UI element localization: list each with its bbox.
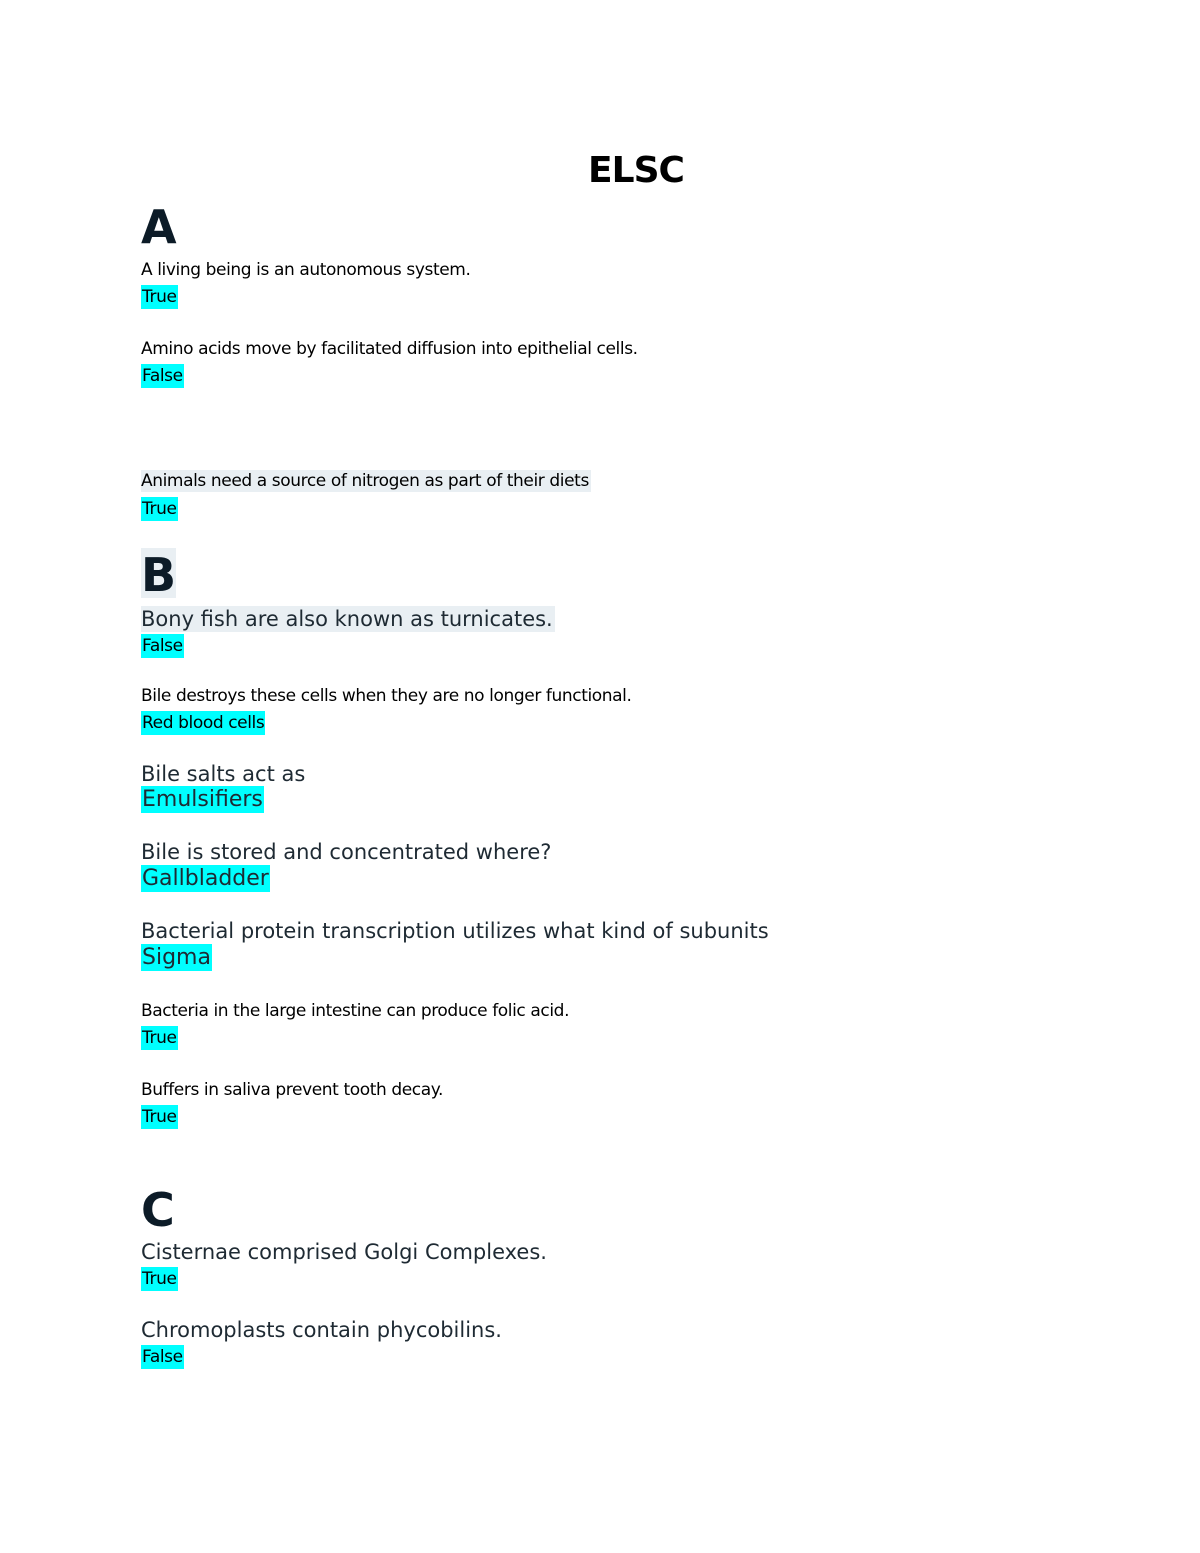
answer-text: Emulsifiers [142, 787, 263, 812]
answer-text: False [142, 366, 183, 386]
question-text: Animals need a source of nitrogen as part of their diets [141, 471, 589, 491]
answer-text: True [142, 287, 177, 307]
question-text: Bile is stored and concentrated where? [141, 840, 552, 864]
answer-text: Sigma [142, 945, 211, 970]
answer-text: True [142, 499, 177, 519]
question-text: Cisternae comprised Golgi Complexes. [141, 1240, 547, 1264]
answer-text: True [142, 1269, 177, 1289]
answer-text: True [142, 1028, 177, 1048]
question-text: Bile destroys these cells when they are no longer functional. [141, 686, 632, 706]
question-text: Bacteria in the large intestine can produce folic acid. [141, 1001, 570, 1021]
question-text: Buffers in saliva prevent tooth decay. [141, 1080, 444, 1100]
question-text: Bony fish are also known as turnicates. [141, 607, 553, 631]
document-title: ELSC [588, 150, 684, 191]
question-text: Bacterial protein transcription utilizes what kind of subunits [141, 919, 769, 943]
answer-text: False [142, 636, 183, 656]
answer-text: True [142, 1107, 177, 1127]
question-text: Chromoplasts contain phycobilins. [141, 1318, 502, 1342]
section-letter-b: B [141, 548, 177, 602]
answer-text: False [142, 1347, 183, 1367]
section-letter-c: C [141, 1183, 175, 1237]
question-text: Bile salts act as [141, 762, 306, 786]
answer-text: Gallbladder [142, 866, 269, 891]
section-letter-a: A [141, 200, 177, 254]
answer-text: Red blood cells [142, 713, 265, 733]
question-text: A living being is an autonomous system. [141, 260, 471, 280]
question-text: Amino acids move by facilitated diffusion into epithelial cells. [141, 339, 638, 359]
